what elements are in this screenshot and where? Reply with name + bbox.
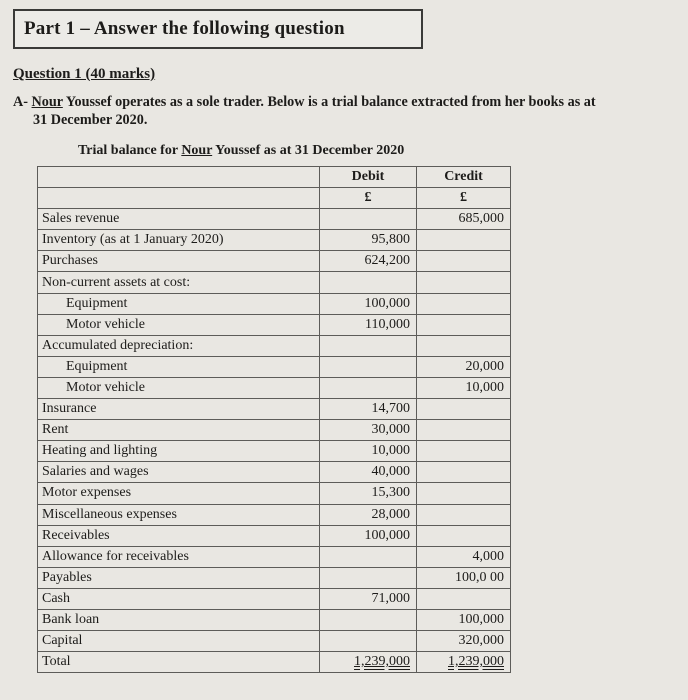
row-credit: 320,000: [417, 631, 511, 652]
row-debit: [320, 567, 417, 588]
table-row: [38, 420, 511, 441]
row-label: Insurance: [38, 399, 320, 420]
row-debit: 30,000: [320, 420, 417, 441]
title-prefix: Trial balance for: [78, 143, 178, 158]
row-debit: [320, 546, 417, 567]
row-credit: [417, 272, 511, 293]
row-label: Motor expenses: [38, 483, 320, 504]
row-label: Heating and lighting: [38, 441, 320, 462]
total-label: Total: [38, 652, 320, 673]
trial-balance-title: [78, 143, 404, 159]
row-credit: [417, 588, 511, 609]
part-heading: Part 1 – Answer the following question: [24, 18, 345, 39]
table-row: [38, 483, 511, 504]
table-row: [38, 504, 511, 525]
table-row: [38, 462, 511, 483]
row-debit: 40,000: [320, 462, 417, 483]
row-label: Cash: [38, 588, 320, 609]
row-debit: 15,300: [320, 483, 417, 504]
row-debit: [320, 335, 417, 356]
table-row: [38, 293, 511, 314]
table-row: [38, 441, 511, 462]
row-debit: 100,000: [320, 293, 417, 314]
row-label: Purchases: [38, 251, 320, 272]
credit-currency: £: [417, 188, 511, 209]
part-heading-box: [13, 9, 423, 49]
title-name: Nour: [181, 143, 213, 158]
table-row: [38, 525, 511, 546]
title-suffix: Youssef as at 31 December 2020: [215, 143, 405, 158]
row-credit: 20,000: [417, 356, 511, 377]
table-row: [38, 356, 511, 377]
row-label: Bank loan: [38, 609, 320, 630]
debit-header: Debit: [320, 167, 417, 188]
row-label: Motor vehicle: [38, 377, 320, 398]
row-debit: 14,700: [320, 399, 417, 420]
table-row: [38, 588, 511, 609]
header-row: [38, 167, 511, 188]
row-debit: 100,000: [320, 525, 417, 546]
row-credit: [417, 314, 511, 335]
row-credit: [417, 335, 511, 356]
row-label: Miscellaneous expenses: [38, 504, 320, 525]
row-label: Allowance for receivables: [38, 546, 320, 567]
table-row: [38, 377, 511, 398]
trial-balance-table: [37, 166, 511, 673]
total-credit: 1,239,000: [448, 654, 504, 670]
row-debit: [320, 272, 417, 293]
table-row: [38, 335, 511, 356]
table-row: [38, 546, 511, 567]
table-row: [38, 272, 511, 293]
row-label: Sales revenue: [38, 209, 320, 230]
question-heading: Question 1 (40 marks): [13, 66, 156, 82]
row-credit: [417, 504, 511, 525]
row-debit: 624,200: [320, 251, 417, 272]
currency-row: [38, 188, 511, 209]
row-credit: [417, 251, 511, 272]
row-label: Salaries and wages: [38, 462, 320, 483]
table-row: [38, 314, 511, 335]
row-debit: [320, 209, 417, 230]
row-credit: [417, 441, 511, 462]
row-label: Capital: [38, 631, 320, 652]
row-credit: 100,0 00: [417, 567, 511, 588]
row-label: Receivables: [38, 525, 320, 546]
row-debit: 10,000: [320, 441, 417, 462]
row-debit: [320, 609, 417, 630]
row-debit: [320, 377, 417, 398]
row-label: Equipment: [38, 293, 320, 314]
row-debit: [320, 631, 417, 652]
table-row: [38, 251, 511, 272]
table-row: [38, 609, 511, 630]
intro-text-1: Youssef operates as a sole trader. Below is a trial balance extracted from her books as at: [65, 94, 596, 110]
row-credit: [417, 462, 511, 483]
row-debit: 28,000: [320, 504, 417, 525]
row-debit: 110,000: [320, 314, 417, 335]
row-credit: [417, 525, 511, 546]
row-credit: [417, 420, 511, 441]
row-label: Motor vehicle: [38, 314, 320, 335]
row-credit: [417, 230, 511, 251]
table-row: [38, 230, 511, 251]
table-row: [38, 209, 511, 230]
row-label: Equipment: [38, 356, 320, 377]
row-label: Rent: [38, 420, 320, 441]
total-debit: 1,239,000: [354, 654, 410, 670]
table-row: [38, 399, 511, 420]
row-label: Inventory (as at 1 January 2020): [38, 230, 320, 251]
header-blank: [38, 167, 320, 188]
row-credit: [417, 293, 511, 314]
table-row: [38, 631, 511, 652]
total-row: [38, 652, 511, 673]
row-debit: 95,800: [320, 230, 417, 251]
row-credit: [417, 399, 511, 420]
intro-text-2: 31 December 2020.: [33, 112, 148, 128]
row-credit: 4,000: [417, 546, 511, 567]
row-credit: 10,000: [417, 377, 511, 398]
row-label: Payables: [38, 567, 320, 588]
intro-name: Nour: [31, 94, 63, 110]
row-debit: 71,000: [320, 588, 417, 609]
currency-blank: [38, 188, 320, 209]
row-label: Accumulated depreciation:: [38, 335, 320, 356]
table-row: [38, 567, 511, 588]
row-credit: 685,000: [417, 209, 511, 230]
credit-header: Credit: [417, 167, 511, 188]
intro-prefix: A-: [13, 94, 28, 110]
row-debit: [320, 356, 417, 377]
debit-currency: £: [320, 188, 417, 209]
row-credit: [417, 483, 511, 504]
row-label: Non-current assets at cost:: [38, 272, 320, 293]
row-credit: 100,000: [417, 609, 511, 630]
question-intro: [13, 93, 678, 129]
